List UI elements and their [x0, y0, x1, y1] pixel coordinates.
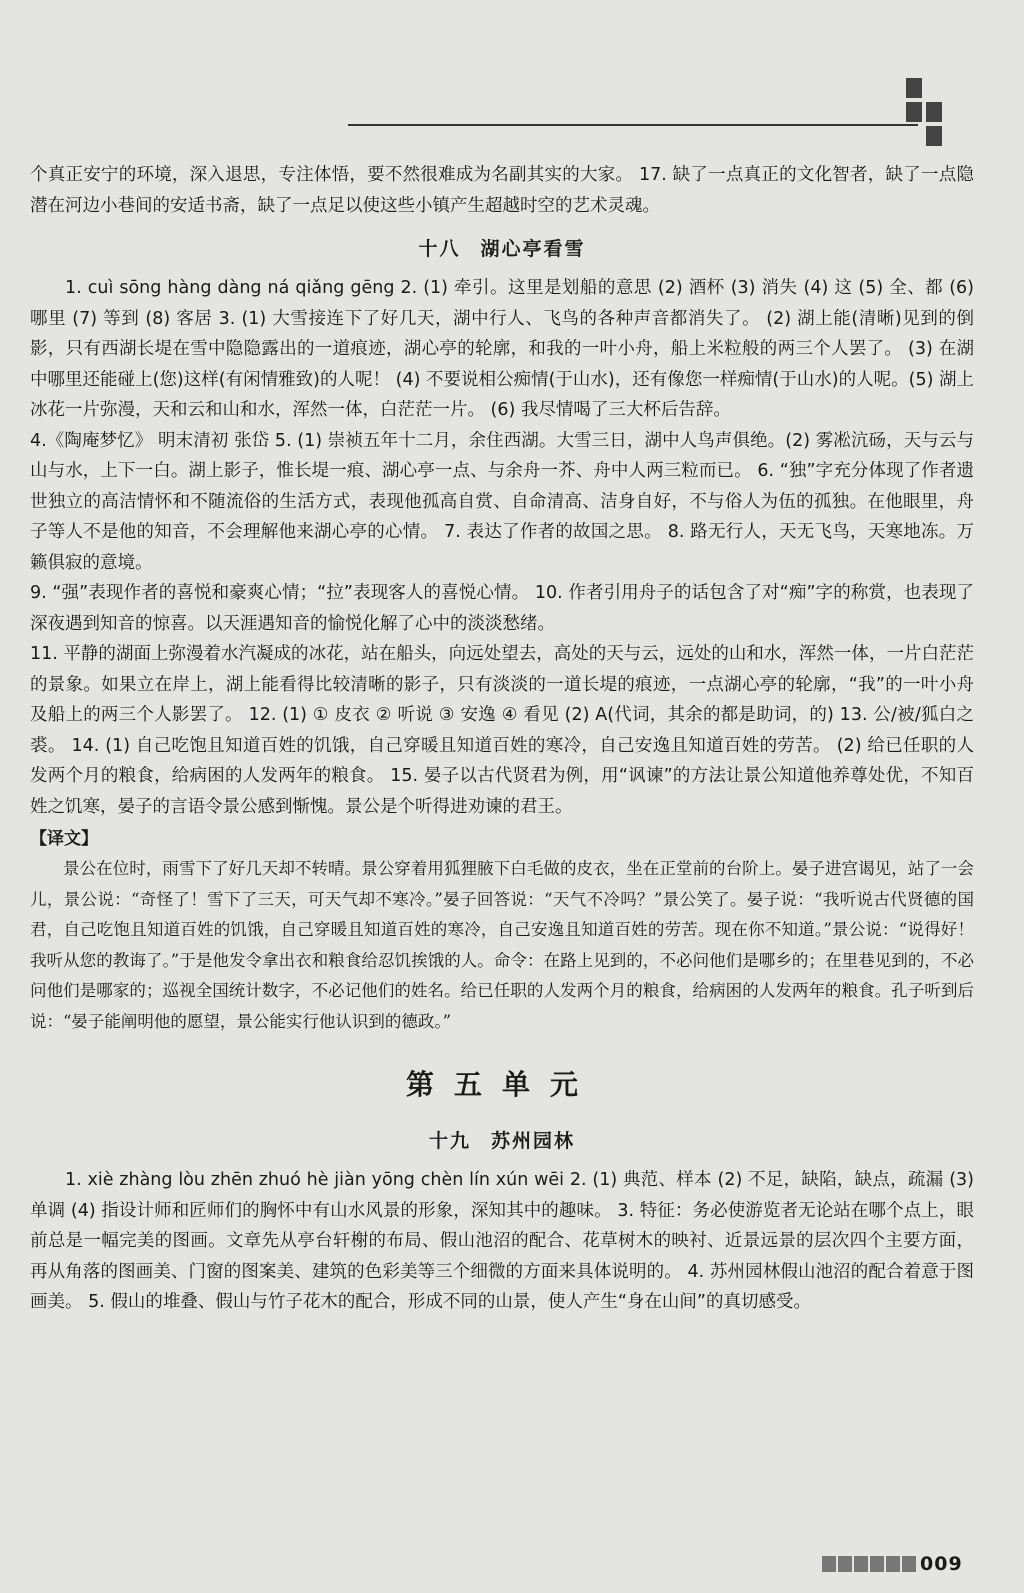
lesson19-name: 苏州园林	[491, 1130, 576, 1152]
lesson18-answers-2: 4.《陶庵梦忆》 明末清初 张岱 5. (1) 崇祯五年十二月，余住西湖。大雪三日，湖中人鸟声俱绝。(2) 雾凇沆砀，天与云与山与水，上下一白。湖上影子，惟长堤一痕、湖心亭一点、与余舟一芥、舟中人两三粒而已。 6. “独”字充分体现了作者遗世独立的高洁情怀和不随流俗的生活方式，表现他孤高自赏、自命清高、洁身自好，不与俗人为伍的孤独。在他眼里，舟子等人不是他的知音，不会理解他来湖心亭的心情。 7. 表达了作者的故国之思。 8. 路无行人，天无飞鸟，天寒地冻。万籁俱寂的意境。	[30, 430, 974, 573]
lesson18-number: 十八	[418, 238, 461, 260]
page-content	[30, 160, 974, 1318]
lesson18-title	[30, 233, 974, 265]
lesson18-answers-3: 9. “强”表现作者的喜悦和豪爽心情；“拉”表现客人的喜悦心情。 10. 作者引用舟子的话包含了对“痴”字的称赏，也表现了深夜遇到知音的惊喜。以天涯遇知音的愉悦化解了心中的淡淡愁绪。	[30, 583, 974, 634]
translation-label: 【译文】	[30, 829, 98, 849]
lesson19-number: 十九	[428, 1130, 471, 1152]
lesson19-title	[30, 1125, 974, 1157]
lesson18-answers-4: 11. 平静的湖面上弥漫着水汽凝成的冰花，站在船头，向远处望去，高处的天与云，远处的山和水，浑然一体，一片白茫茫的景象。如果立在岸上，湖上能看得比较清晰的影子，只有淡淡的一道长堤的痕迹，一点湖心亭的轮廓，“我”的一叶小舟及船上的两三个人影罢了。 12. (1) ① 皮衣 ② 听说 ③ 安逸 ④ 看见 (2) A(代词，其余的都是助词，的) 13. 公/被/狐白之裘。 14. (1) 自己吃饱且知道百姓的饥饿，自己穿暖且知道百姓的寒冷，自己安逸且知道百姓的劳苦。 (2) 给已任职的人发两个月的粮食，给病困的人发两年的粮食。 15. 晏子以古代贤君为例，用“讽谏”的方法让景公知道他养尊处优，不知百姓之饥寒，晏子的言语令景公感到惭愧。景公是个听得进劝谏的君王。	[30, 644, 974, 817]
corner-decoration	[906, 78, 958, 152]
intro-paragraph: 个真正安宁的环境，深入退思，专注体悟，要不然很难成为名副其实的大家。 17. 缺了一点真正的文化智者，缺了一点隐潜在河边小巷间的安适书斋，缺了一点足以使这些小镇产生超越时空的艺术灵魂。	[30, 165, 974, 216]
lesson19-answers: 1. xiè zhàng lòu zhēn zhuó hè jiàn yōng chèn lín xún wēi 2. (1) 典范、样本 (2) 不足，缺陷，缺点，疏漏 (3) 单调 (4) 指设计师和匠师们的胸怀中有山水风景的形象，深知其中的趣味。 3. 特征：务必使游览者无论站在哪个点上，眼前总是一幅完美的图画。文章先从亭台轩榭的布局、假山池沼的配合、花草树木的映衬、近景远景的层次四个主要方面，再从角落的图画美、门窗的图案美、建筑的色彩美等三个细微的方面来具体说明的。 4. 苏州园林假山池沼的配合着意于图画美。 5. 假山的堆叠、假山与竹子花木的配合，形成不同的山景，使人产生“身在山间”的真切感受。	[30, 1170, 974, 1312]
page-footer	[822, 1552, 963, 1576]
unit5-title: 第五单元	[405, 1068, 598, 1101]
lesson18-name: 湖心亭看雪	[480, 238, 586, 260]
header-rule	[348, 124, 918, 126]
lesson18-answers: 1. cuì sōng hàng dàng ná qiǎng gēng 2. (1) 牵引。这里是划船的意思 (2) 酒杯 (3) 消失 (4) 这 (5) 全、都 (6) 哪里 (7) 等到 (8) 客居 3. (1) 大雪接连下了好几天，湖中行人、飞鸟的各种声音都消失了。 (2) 湖上能(清晰)见到的倒影，只有西湖长堤在雪中隐隐露出的一道痕迹，湖心亭的轮廓，和我的一叶小舟，船上米粒般的两三个人罢了。 (3) 在湖中哪里还能碰上(您)这样(有闲情雅致)的人呢！ (4) 不要说相公痴情(于山水)，还有像您一样痴情(于山水)的人呢。(5) 湖上冰花一片弥漫，天和云和山和水，浑然一体，白茫茫一片。 (6) 我尽情喝了三大杯后告辞。	[30, 278, 974, 420]
page-number: 009	[920, 1553, 963, 1575]
translation-text: 景公在位时，雨雪下了好几天却不转晴。景公穿着用狐狸腋下白毛做的皮衣，坐在正堂前的台阶上。晏子进宫谒见，站了一会儿，景公说：“奇怪了！雪下了三天，可天气却不寒冷。”晏子回答说：“天气不冷吗？”景公笑了。晏子说：“我听说古代贤德的国君，自己吃饱且知道百姓的饥饿，自己穿暖且知道百姓的寒冷，自己安逸且知道百姓的劳苦。现在你不知道。”景公说：“说得好！我听从您的教诲了。”于是他发令拿出衣和粮食给忍饥挨饿的人。命令：在路上见到的，不必问他们是哪乡的；在里巷见到的，不必问他们是哪家的；巡视全国统计数字，不必记他们的姓名。给已任职的人发两个月的粮食，给病困的人发两年的粮食。孔子听到后说：“晏子能阐明他的愿望，景公能实行他认识到的德政。”	[30, 859, 974, 1031]
